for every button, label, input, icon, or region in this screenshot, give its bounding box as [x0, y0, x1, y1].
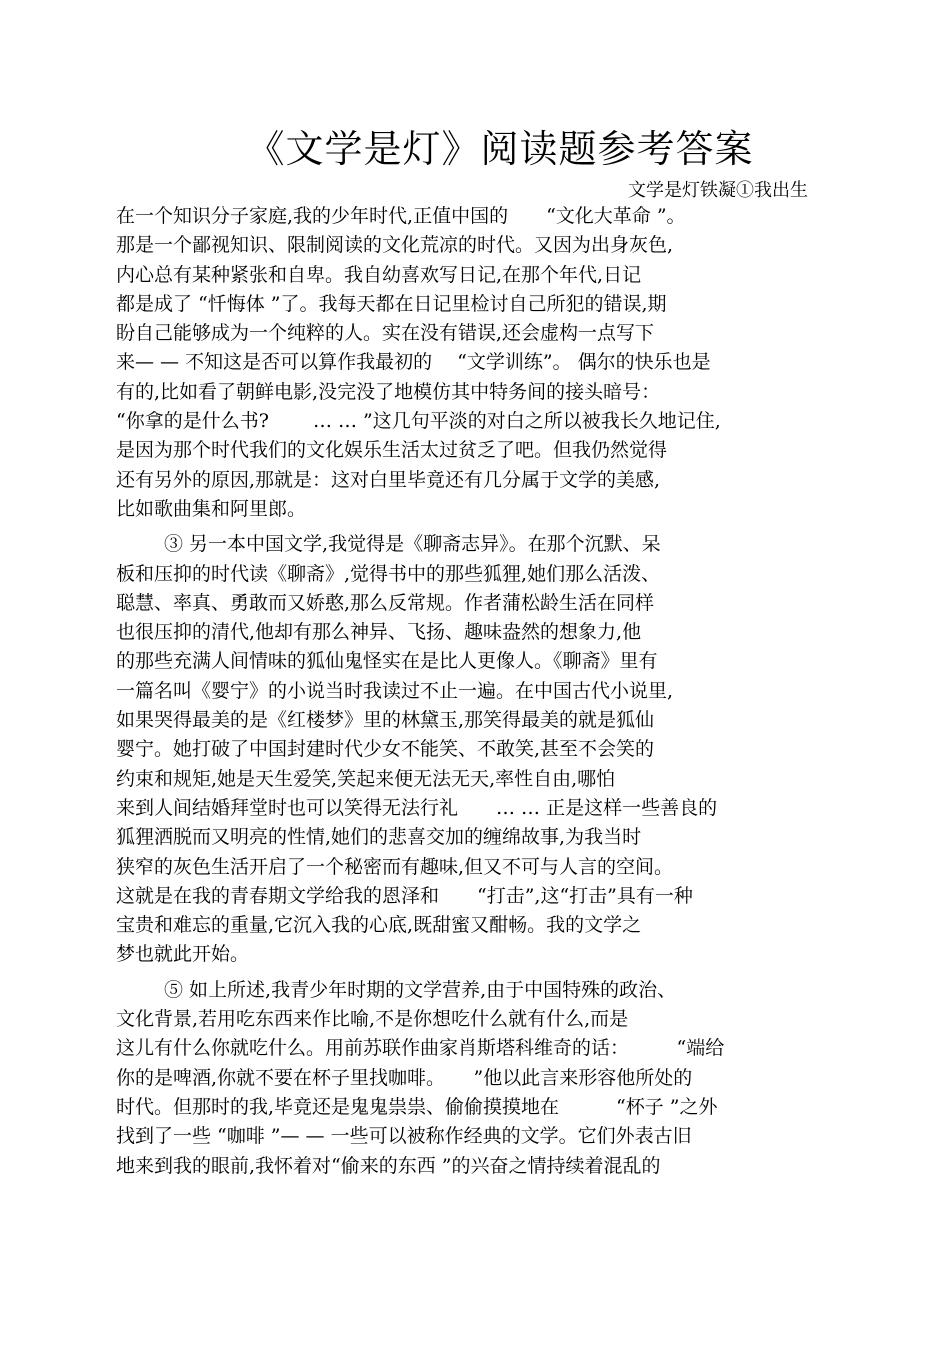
text-line: 盼自己能够成为一个纯粹的人。实在没有错误,还会虚构一点写下 — [116, 322, 655, 345]
text-line: 比如歌曲集和阿里郎。 — [116, 497, 307, 520]
text-line: 内心总有某种紧张和自卑。我自幼喜欢写日记,在那个年代,日记 — [116, 263, 642, 286]
text-line: 时代。但那时的我,毕竟还是鬼鬼祟祟、偷偷摸摸地在 “杯子 ”之外 — [116, 1095, 718, 1118]
text-line: 在一个知识分子家庭,我的少年时代,正值中国的 “文化大革命 ”。 — [116, 205, 686, 227]
text-line: 找到了一些 “咖啡 ”— — 一些可以被称作经典的文学。它们外表古旧 — [116, 1125, 692, 1148]
text-line: 这儿有什么你就吃什么。用前苏联作曲家肖斯塔科维奇的话： “端给 — [116, 1037, 725, 1060]
text-line: 聪慧、率真、勇敢而又娇憨,那么反常规。作者蒲松龄生活在同样 — [116, 591, 655, 614]
text-line: 地来到我的眼前,我怀着对“偷来的东西 ”的兴奋之情持续着混乱的 — [116, 1154, 661, 1177]
text-line: 文化背景,若用吃东西来作比喻,不是你想吃什么就有什么,而是 — [116, 1008, 629, 1031]
text-line: 也很压抑的清代,他却有那么神异、飞扬、趣味盎然的想象力,他 — [116, 621, 642, 644]
text-line: 来— — 不知这是否可以算作我最初的 “文学训练”。 偶尔的快乐也是 — [116, 351, 711, 374]
text-line: 狭窄的灰色生活开启了一个秘密而有趣味,但又不可与人言的空间。 — [116, 855, 674, 878]
text-line: 约束和规矩,她是天生爱笑,笑起来便无法无天,率性自由,哪怕 — [116, 767, 616, 790]
text-line: 狐狸洒脱而又明亮的性情,她们的悲喜交加的缠绵故事,为我当时 — [116, 826, 642, 849]
text-line: 一篇名叫《婴宁》的小说当时我读过不止一遍。在中国古代小说里, — [116, 679, 674, 702]
text-line: “你拿的是什么书? … … ”这几句平淡的对白之所以被我长久地记住, — [116, 410, 721, 433]
document-body — [116, 202, 816, 1181]
text-line: 如果哭得最美的是《红楼梦》里的林黛玉,那笑得最美的就是狐仙 — [116, 709, 655, 732]
text-line: 是因为那个时代我们的文化娱乐生活太过贫乏了吧。但我仍然觉得 — [116, 439, 668, 462]
document-subtitle: 文学是灯铁凝①我出生 — [628, 180, 808, 201]
text-line: 宝贵和难忘的重量,它沉入我的心底,既甜蜜又酣畅。我的文学之 — [116, 914, 642, 937]
paragraph — [116, 530, 816, 969]
text-line: 婴宁。她打破了中国封建时代少女不能笑、不敢笑,甚至不会笑的 — [116, 738, 655, 761]
text-line: 的那些充满人间情味的狐仙鬼怪实在是比人更像人。《聊斋》里有 — [116, 650, 658, 673]
text-line: 这就是在我的青春期文学给我的恩泽和 “打击”,这“打击”具有一种 — [116, 884, 693, 907]
text-line: 梦也就此开始。 — [116, 943, 250, 966]
text-line: 还有另外的原因,那就是：这对白里毕竟还有几分属于文学的美感, — [116, 468, 661, 491]
text-line: 都是成了 “忏悔体 ”了。我每天都在日记里检讨自己所犯的错误,期 — [116, 292, 667, 315]
text-line: 你的是啤酒,你就不要在杯子里找咖啡。 ”他以此言来形容他所处的 — [116, 1066, 693, 1089]
text-line: ③ 另一本中国文学,我觉得是《聊斋志异》。在那个沉默、呆 — [164, 533, 661, 556]
document-title: 《文学是灯》阅读题参考答案 — [246, 127, 754, 171]
text-line: 来到人间结婚拜堂时也可以笑得无法行礼 … … 正是这样一些善良的 — [116, 796, 718, 819]
text-line: ⑤ 如上所述,我青少年时期的文学营养,由于中国特殊的政治、 — [164, 978, 677, 1001]
text-line: 那是一个鄙视知识、限制阅读的文化荒凉的时代。又因为出身灰色, — [116, 234, 674, 257]
paragraph — [116, 976, 816, 1181]
text-line: 有的,比如看了朝鲜电影,没完没了地模仿其中特务间的接头暗号： — [116, 380, 661, 403]
paragraph — [116, 202, 816, 524]
text-line: 板和压抑的时代读《聊斋》,觉得书中的那些狐狸,她们那么活泼、 — [116, 562, 661, 585]
